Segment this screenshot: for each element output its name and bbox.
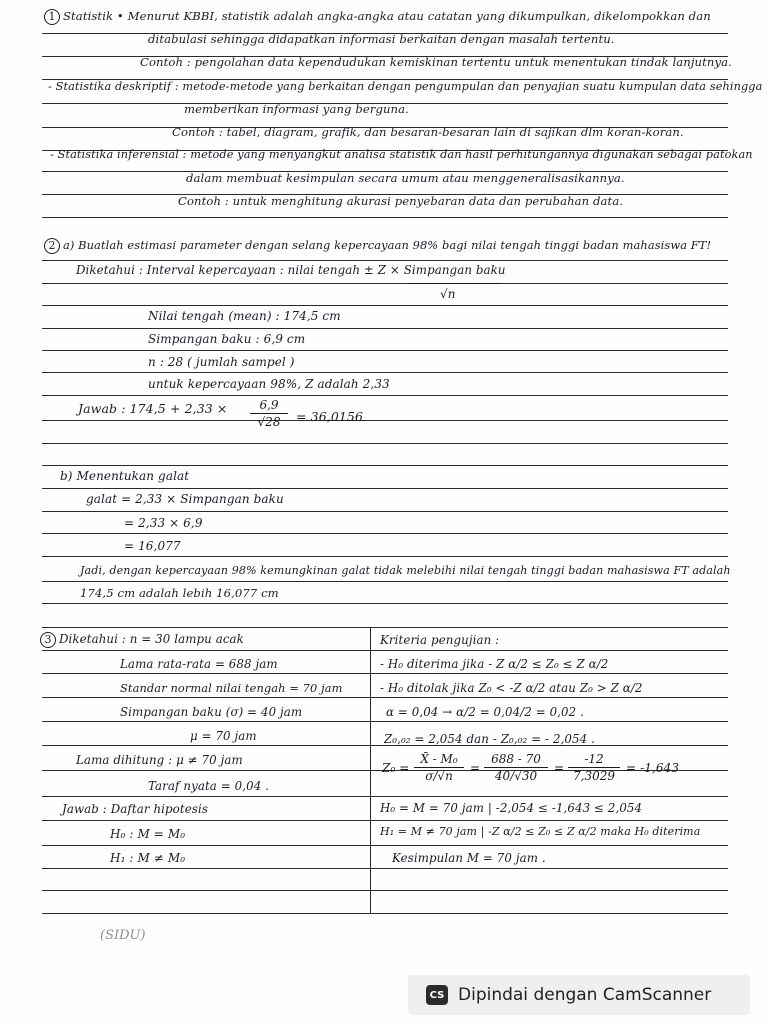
- galat-result: = 16,077: [124, 539, 181, 553]
- jawab-fraction: [250, 398, 288, 429]
- kriteria-h0-diterima: - H₀ diterima jika - Z α/2 ≤ Z₀ ≤ Z α/2: [380, 657, 609, 671]
- standar-normal: Standar normal nilai tengah = 70 jam: [120, 681, 343, 695]
- diketahui-text: Diketahui : n = 30 lampu acak: [59, 632, 244, 646]
- galat-conclusion: Jadi, dengan kepercayaan 98% kemungkinan galat tidak melebihi nilai tengah tinggi badan mahasiswa FT adalah: [80, 564, 731, 577]
- ruled-line: [42, 488, 728, 489]
- kesimpulan: Kesimpulan M = 70 jam .: [392, 851, 546, 865]
- statistika-deskriptif-definition: - Statistika deskriptif : metode-metode yang berkaitan dengan pengumpulan dan penyajian suatu kumpulan data sehingga: [48, 80, 763, 93]
- ruled-line: [42, 350, 728, 351]
- lama-rata-rata: Lama rata-rata = 688 jam: [120, 657, 278, 671]
- ruled-line: [42, 845, 728, 846]
- z0-fraction-1: [414, 752, 464, 783]
- simpangan-baku: Simpangan baku (σ) = 40 jam: [120, 705, 303, 719]
- section-number-1: 1: [44, 9, 60, 25]
- fraction-bar: [568, 767, 620, 768]
- question-b-label: b) Menentukan galat: [60, 469, 190, 483]
- hipotesis-h1: H₁ : M ≠ M₀: [110, 851, 186, 865]
- fraction-bar: [250, 413, 288, 414]
- statistik-example: Contoh : pengolahan data kependudukan kemiskinan tertentu untuk menentukan tindak lanjutnya.: [140, 55, 732, 69]
- ruled-line: [42, 511, 728, 512]
- camscanner-watermark: [408, 975, 750, 1015]
- ruled-line: [42, 673, 728, 674]
- z0-label: Z₀ =: [382, 761, 410, 775]
- z0-fraction-2: [484, 752, 548, 783]
- sqrt-n-denominator: √n: [440, 287, 456, 301]
- ruled-line: [42, 395, 728, 396]
- ruled-line: [42, 650, 728, 651]
- jawab-fraction-numerator: 6,9: [259, 398, 279, 412]
- kriteria-pengujian: Kriteria pengujian :: [380, 633, 500, 647]
- section-number-3: 3: [40, 632, 56, 648]
- camscanner-text: Dipindai dengan CamScanner: [458, 985, 712, 1005]
- ruled-line: [42, 890, 728, 891]
- kriteria-h0-ditolak: - H₀ ditolak jika Z₀ < -Z α/2 atau Z₀ > Z α/2: [380, 681, 643, 695]
- decision-h0: H₀ = M = 70 jam | -2,054 ≤ -1,643 ≤ 2,054: [380, 801, 643, 815]
- galat-substitution: = 2,33 × 6,9: [124, 516, 203, 530]
- ruled-line: [42, 328, 728, 329]
- ruled-line: [42, 420, 728, 421]
- z0-fraction-2-denominator: 40/√30: [494, 769, 538, 783]
- ruled-line: [42, 533, 728, 534]
- section-2-question-a: [44, 237, 711, 254]
- statistik-definition-text: Statistik • Menurut KBBI, statistik adalah angka-angka atau catatan yang dikumpulkan, dikelompokkan dan: [63, 9, 711, 23]
- ruled-line: [42, 556, 728, 557]
- sidu-notebook-mark: (SIDU): [100, 928, 146, 943]
- section-1-statistik-definition: [44, 8, 711, 25]
- ruled-line: [42, 697, 728, 698]
- alpha-calculation: α = 0,04 → α/2 = 0,04/2 = 0,02 .: [386, 705, 584, 719]
- decision-h1: H₁ = M ≠ 70 jam | -Z α/2 ≤ Z₀ ≤ Z α/2 maka H₀ diterima: [380, 825, 701, 838]
- z0-fraction-1-denominator: σ/√n: [425, 769, 453, 783]
- statistika-inferensial-definition-cont: dalam membuat kesimpulan secara umum atau menggeneralisasikannya.: [186, 171, 625, 185]
- ruled-line: [42, 217, 728, 218]
- z0-fraction-3-denominator: 7,3029: [573, 769, 615, 783]
- ruled-line: [42, 283, 728, 284]
- galat-conclusion-cont: 174,5 cm adalah lebih 16,077 cm: [80, 586, 279, 600]
- daftar-hipotesis: Jawab : Daftar hipotesis: [62, 802, 208, 816]
- ruled-line: [42, 372, 728, 373]
- diketahui-formula: Diketahui : Interval kepercayaan : nilai tengah ± Z × Simpangan baku: [76, 263, 506, 277]
- ruled-line: [42, 796, 728, 797]
- z0-result: = -1,643: [626, 761, 680, 775]
- statistik-definition-cont: ditabulasi sehingga didapatkan informasi berkaitan dengan masalah tertentu.: [148, 32, 615, 46]
- question-a-text: a) Buatlah estimasi parameter dengan selang kepercayaan 98% bagi nilai tengah tinggi badan mahasiswa FT!: [63, 238, 712, 252]
- ruled-line: [42, 627, 728, 628]
- taraf-nyata: Taraf nyata = 0,04 .: [148, 779, 269, 793]
- jawab-fraction-denominator: √28: [257, 415, 281, 429]
- mean-value: Nilai tengah (mean) : 174,5 cm: [148, 309, 341, 323]
- jawab-result: = 36,0156: [296, 409, 364, 424]
- hipotesis-h0: H₀ : M = M₀: [110, 827, 186, 841]
- equals-sign: =: [554, 761, 565, 775]
- lama-dihitung: Lama dihitung : μ ≠ 70 jam: [76, 753, 243, 767]
- z0-fraction-1-numerator: X̄ - M₀: [420, 752, 458, 766]
- fraction-bar: [484, 767, 548, 768]
- ruled-line: [42, 913, 728, 914]
- fraction-bar: [408, 283, 500, 284]
- section-3-diketahui: [40, 631, 244, 648]
- jawab-expression: Jawab : 174,5 + 2,33 ×: [78, 401, 228, 416]
- ruled-line: [42, 603, 728, 604]
- z0-fraction-3-numerator: -12: [584, 752, 604, 766]
- ruled-line: [42, 868, 728, 869]
- galat-formula: galat = 2,33 × Simpangan baku: [86, 492, 284, 506]
- ruled-line: [42, 581, 728, 582]
- fraction-bar: [414, 767, 464, 768]
- statistika-deskriptif-definition-cont: memberikan informasi yang berguna.: [184, 102, 409, 116]
- section-number-2: 2: [44, 238, 60, 254]
- z-value: untuk kepercayaan 98%, Z adalah 2,33: [148, 377, 390, 391]
- equals-sign: =: [470, 761, 481, 775]
- camscanner-logo-icon: CS: [426, 985, 448, 1005]
- z-critical-values: Z₀,₀₂ = 2,054 dan - Z₀,₀₂ = - 2,054 .: [384, 732, 595, 746]
- statistika-inferensial-example: Contoh : untuk menghitung akurasi penyebaran data dan perubahan data.: [178, 194, 624, 208]
- standard-deviation-value: Simpangan baku : 6,9 cm: [148, 332, 306, 346]
- sample-size-value: n : 28 ( jumlah sampel ): [148, 355, 295, 369]
- mu-value: μ = 70 jam: [190, 729, 257, 743]
- ruled-line: [42, 305, 728, 306]
- ruled-line: [42, 465, 728, 466]
- ruled-line: [42, 260, 728, 261]
- z0-fraction-2-numerator: 688 - 70: [491, 752, 541, 766]
- ruled-line: [42, 721, 728, 722]
- statistika-inferensial-definition: - Statistika inferensial : metode yang menyangkut analisa statistik dan hasil perhitungannya digunakan sebagai patokan: [50, 148, 753, 161]
- ruled-line: [42, 443, 728, 444]
- column-divider: [370, 627, 371, 913]
- statistika-deskriptif-example: Contoh : tabel, diagram, grafik, dan besaran-besaran lain di sajikan dlm koran-koran.: [172, 125, 684, 139]
- z0-fraction-3: [568, 752, 620, 783]
- ruled-line: [42, 820, 728, 821]
